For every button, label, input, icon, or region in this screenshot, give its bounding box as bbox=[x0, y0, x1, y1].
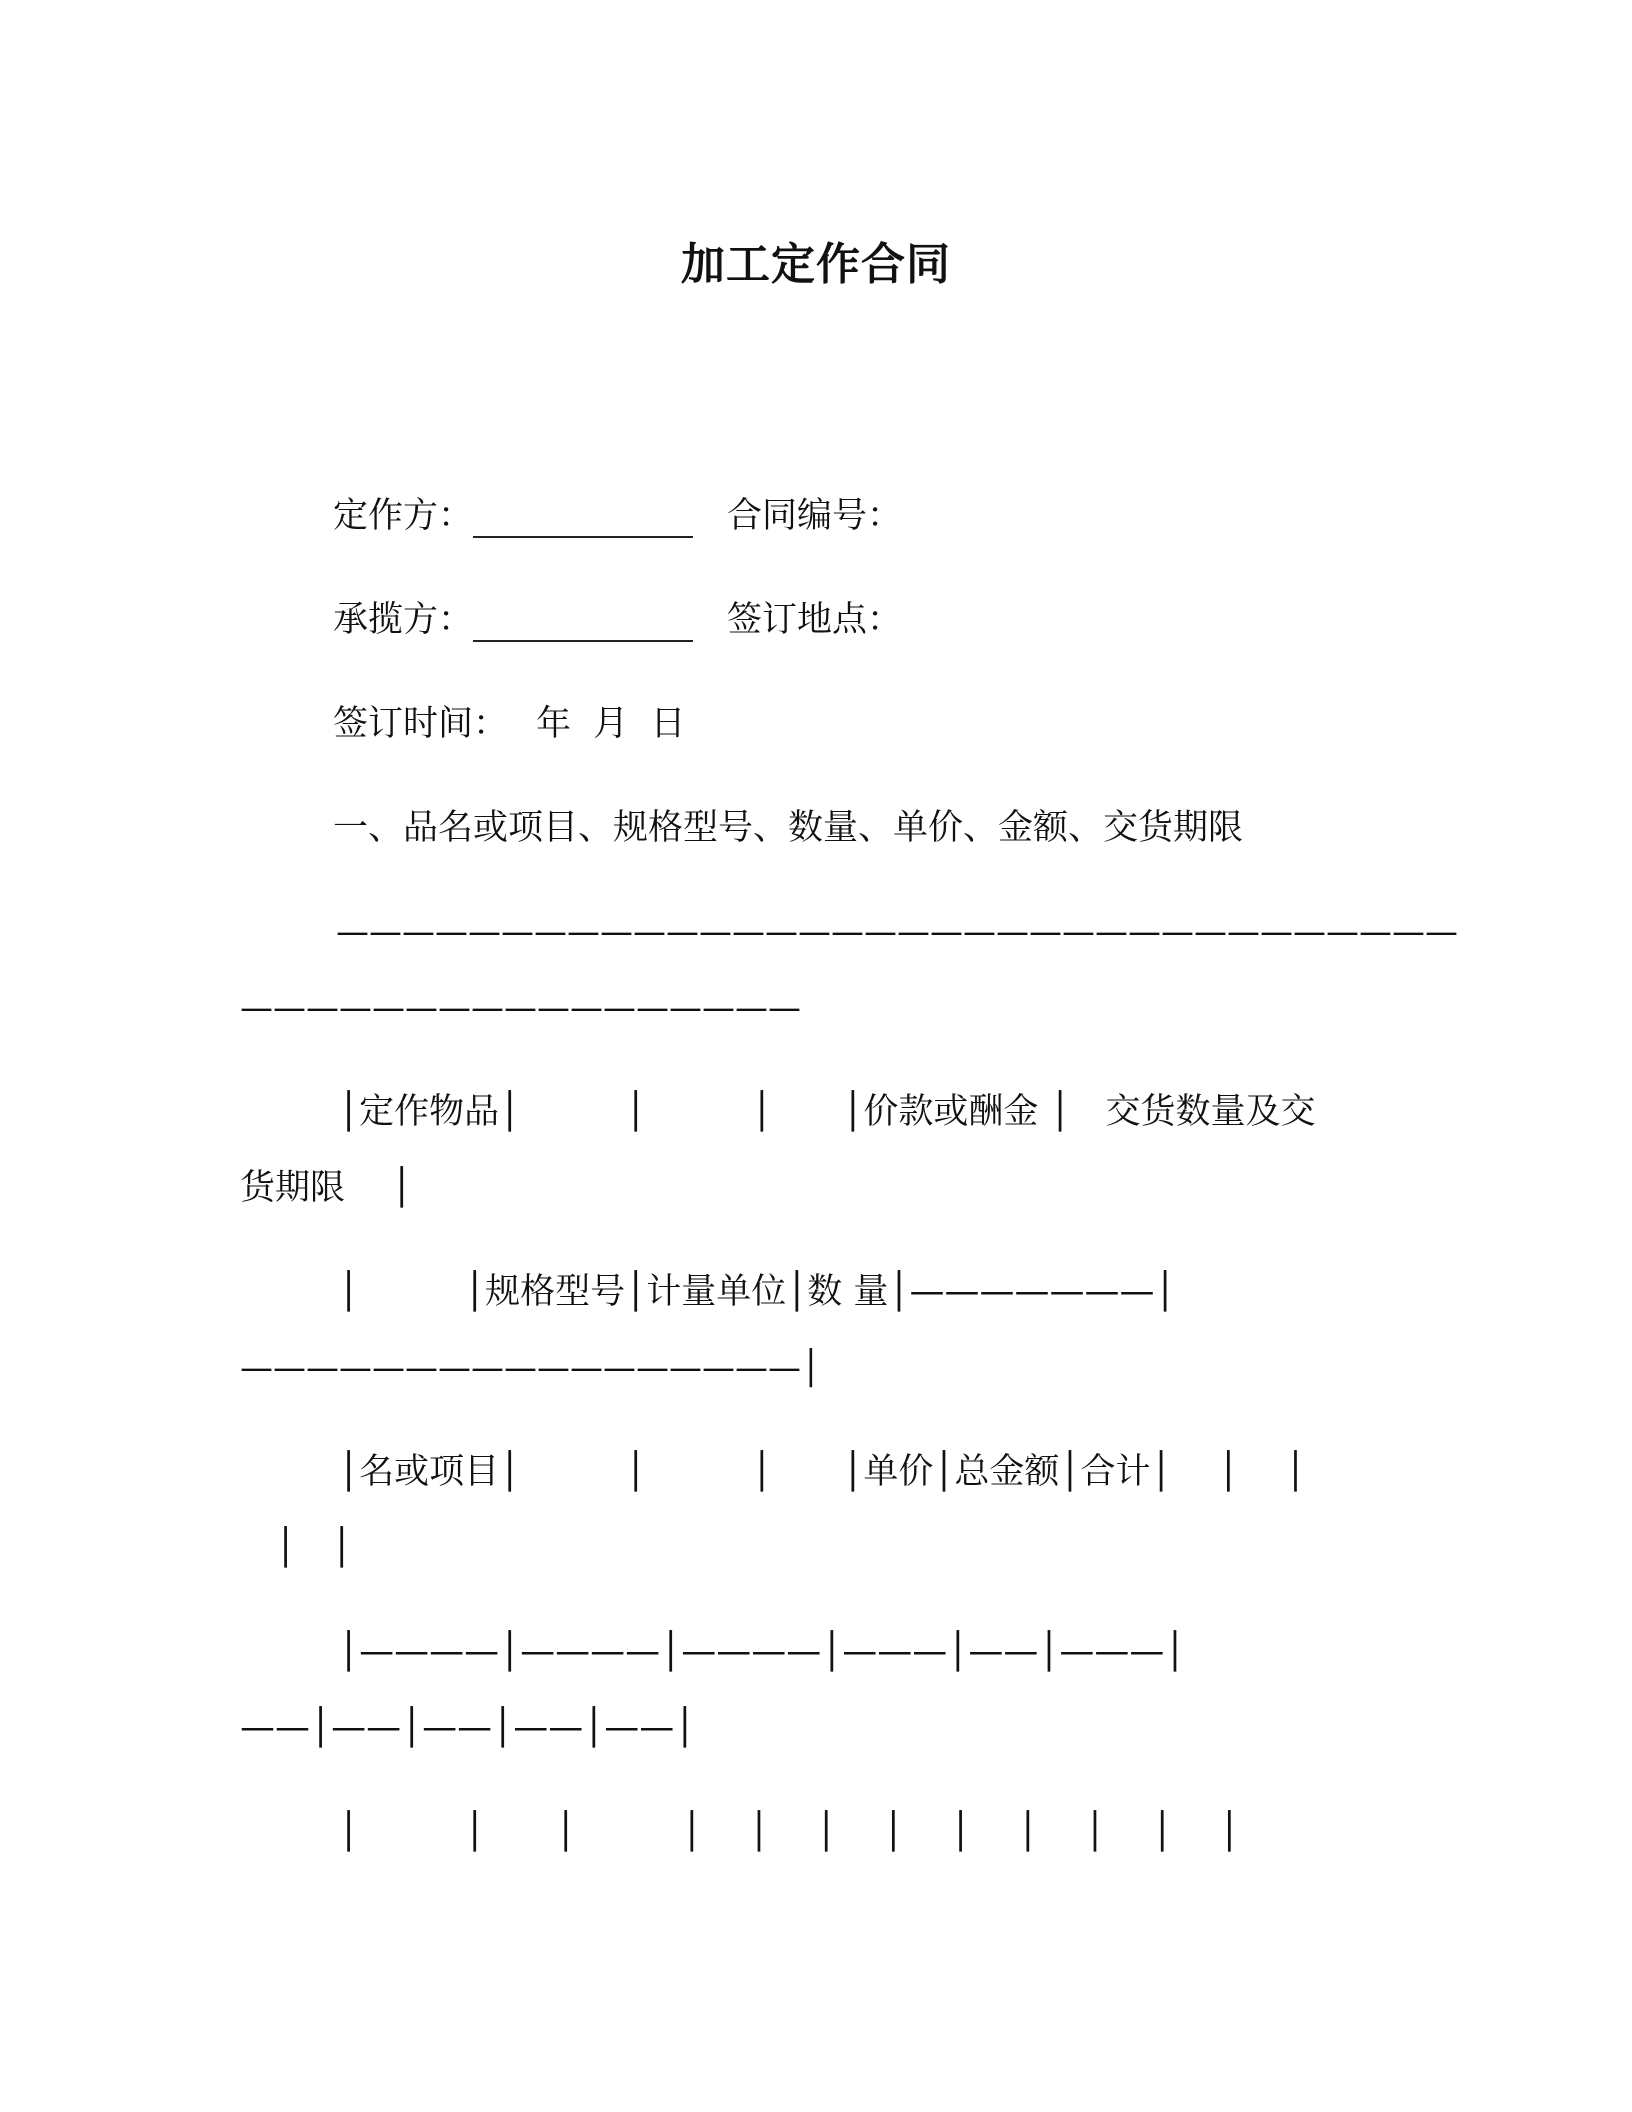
table-row-b-2: —————————————————│ bbox=[240, 1348, 821, 1387]
table-row-d-1: │————│————│————│———│——│———│ bbox=[338, 1632, 1186, 1672]
orderer-line bbox=[333, 496, 902, 536]
contract-no-label: 合同编号： bbox=[727, 496, 903, 536]
table-row-b-1: │ │规格型号│计量单位│数 量│———————│ bbox=[338, 1272, 1176, 1312]
sign-place-label: 签订地点： bbox=[727, 600, 903, 640]
table-row-a-2: 货期限 │ bbox=[240, 1168, 413, 1208]
table-row-d-2: ——│——│——│——│——│ bbox=[240, 1708, 696, 1748]
sign-time-label: 签订时间： bbox=[333, 704, 509, 744]
sign-time-value: 年 月 日 bbox=[536, 704, 686, 744]
orderer-blank[interactable] bbox=[473, 500, 693, 538]
table-dash-row-1b: ————————————————— bbox=[240, 988, 801, 1027]
table-row-e-1: │ │ │ │ │ │ │ │ │ │ │ │ bbox=[338, 1812, 1240, 1852]
section1-heading: 一、品名或项目、规格型号、数量、单价、金额、交货期限 bbox=[333, 808, 1244, 848]
contractor-label: 承揽方： bbox=[333, 600, 474, 640]
sign-time-line bbox=[333, 704, 686, 744]
table-row-a-1: │定作物品│ │ │ │价款或酬金 │ 交货数量及交 bbox=[338, 1092, 1316, 1132]
table-dash-row-1a: —————————————————————————————————— bbox=[336, 912, 1458, 951]
table-row-c-1: │名或项目│ │ │ │单价│总金额│合计│ │ │ bbox=[338, 1452, 1306, 1492]
contractor-blank[interactable] bbox=[473, 604, 693, 642]
document-title: 加工定作合同 bbox=[681, 239, 951, 290]
orderer-label: 定作方： bbox=[333, 496, 474, 536]
contractor-line bbox=[333, 600, 902, 640]
table-row-c-2: │ │ bbox=[240, 1528, 353, 1568]
